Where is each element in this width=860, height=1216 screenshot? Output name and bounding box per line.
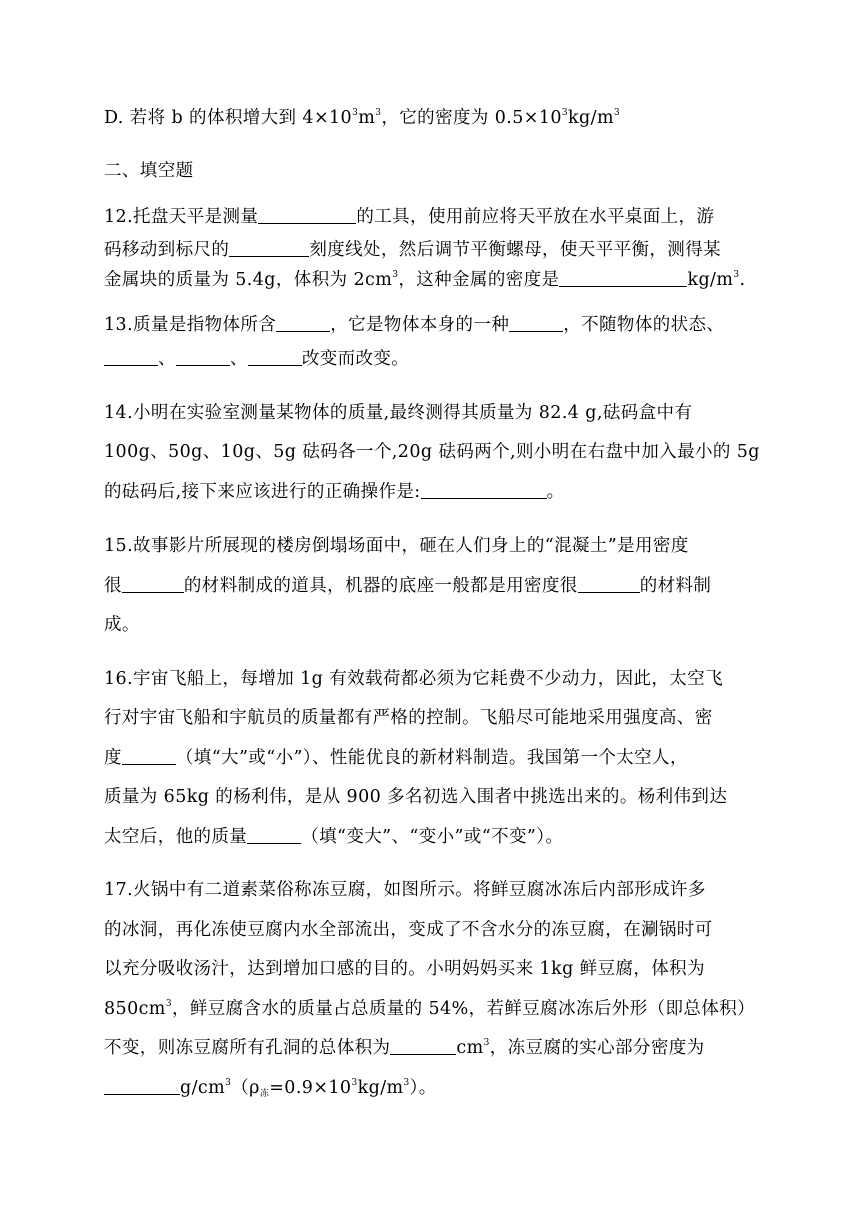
answer-blank[interactable]: [229, 255, 309, 257]
q13-line-1: [104, 317, 724, 335]
q14-line-2: 100g、50g、10g、5g 砝码各一个,20g 砝码两个,则小明在右盘中加入最小的 5g: [104, 442, 760, 462]
text: 太空后，他的质量: [104, 827, 248, 847]
text: cm: [456, 1038, 484, 1058]
text: .: [739, 270, 746, 290]
text: 的材料制: [639, 576, 712, 596]
answer-blank[interactable]: [578, 591, 640, 593]
q16-line-4: 质量为 65kg 的杨利伟，是从 900 多名初选入围者中挑选出来的。杨利伟到达: [104, 787, 728, 807]
q15-line-3: 成。: [104, 615, 140, 635]
text: D. 若将 b 的体积增大到 4×10: [104, 108, 353, 128]
superscript: 3: [392, 270, 399, 280]
answer-blank[interactable]: [421, 497, 547, 499]
q14-line-1: 14.小明在实验室测量某物体的质量,最终测得其质量为 82.4 g,砝码盒中有: [104, 403, 693, 423]
q17-line-2: 的冰洞，再化冻使豆腐内水全部流出，变成了不含水分的冻豆腐，在涮锅时可: [104, 920, 713, 940]
answer-blank[interactable]: [258, 222, 356, 224]
text: ，冻豆腐的实心部分密度为: [489, 1038, 705, 1058]
text: ）。: [409, 1078, 437, 1098]
q12-line-1: [104, 209, 714, 227]
q13-line-2: [104, 351, 409, 369]
superscript: 3: [561, 108, 569, 118]
text: （ρ: [231, 1078, 260, 1098]
text: 的工具，使用前应将天平放在水平桌面上，游: [356, 207, 715, 227]
text: kg/m: [687, 270, 734, 290]
q17-line-5: [104, 1040, 705, 1058]
text: 金属块的质量为 5.4g，体积为 2cm: [104, 270, 393, 290]
text: 。: [546, 482, 565, 502]
text: ，不随物体的状态、: [563, 315, 725, 335]
text: 度: [104, 748, 122, 768]
text: 850cm: [104, 999, 166, 1019]
text: kg/m: [568, 108, 614, 128]
q17-line-6: [104, 1080, 437, 1098]
answer-blank[interactable]: [247, 842, 301, 844]
text: m: [358, 108, 376, 128]
superscript: 3: [613, 108, 621, 118]
answer-blank[interactable]: [122, 763, 176, 765]
answer-blank[interactable]: [248, 364, 302, 366]
text: ，这种金属的密度是: [398, 270, 560, 290]
text: 改变而改变。: [301, 349, 410, 369]
text: ，它的密度为 0.5×10: [381, 108, 562, 128]
q16-line-3: [104, 750, 688, 768]
text: =0.9×10: [269, 1078, 352, 1098]
superscript: 3: [352, 108, 359, 118]
answer-blank[interactable]: [559, 285, 687, 287]
q16-line-2: 行对宇宙飞船和宇航员的质量都有严格的控制。飞船尽可能地采用强度高、密: [104, 708, 713, 728]
q12-line-3: [104, 272, 745, 290]
text: 、: [229, 349, 248, 369]
text: g/cm: [180, 1078, 226, 1098]
answer-blank[interactable]: [509, 330, 563, 332]
answer-blank[interactable]: [104, 364, 158, 366]
q16-line-1: 16.宇宙飞船上，每增加 1g 有效载荷都必须为它耗费不少动力，因此，太空飞: [104, 669, 723, 689]
text: 的材料制成的道具，机器的底座一般都是用密度很: [183, 576, 578, 596]
text: ，鲜豆腐含水的质量占总质量的 54%，若鲜豆腐冰冻后外形（即总体积）: [171, 999, 756, 1019]
text: （填“大”或“小”）、性能优良的新材料制造。我国第一个太空人，: [175, 748, 688, 768]
superscript: 3: [351, 1078, 358, 1088]
q16-line-5: [104, 829, 563, 847]
section-title: 二、填空题: [104, 161, 194, 181]
answer-blank[interactable]: [104, 1093, 180, 1095]
text: ，它是物体本身的一种: [330, 315, 510, 335]
superscript: 3: [483, 1038, 490, 1048]
text: 码移动到标尺的: [104, 240, 230, 260]
answer-blank[interactable]: [176, 364, 230, 366]
q17-line-1: 17.火锅中有二道素菜俗称冻豆腐，如图所示。将鲜豆腐冰冻后内部形成许多: [104, 880, 706, 900]
text: 不变，则冻豆腐所有孔洞的总体积为: [104, 1038, 391, 1058]
text: kg/m: [357, 1078, 404, 1098]
answer-blank[interactable]: [276, 330, 330, 332]
text: 刻度线处，然后调节平衡螺母，使天平平衡，测得某: [309, 240, 722, 260]
text: （填“变大”、“变小”或“不变”）。: [301, 827, 564, 847]
option-d-line: [104, 110, 620, 128]
q17-line-4: [104, 1001, 755, 1019]
text: 很: [104, 576, 122, 596]
q14-line-3: [104, 484, 564, 502]
text: 12.托盘天平是测量: [104, 207, 259, 227]
q12-line-2: [104, 242, 721, 260]
superscript: 3: [733, 270, 740, 280]
superscript: 3: [225, 1078, 232, 1088]
text: 、: [158, 349, 176, 369]
superscript: 3: [375, 108, 382, 118]
subscript: 冻: [259, 1089, 270, 1099]
q15-line-2: [104, 578, 711, 596]
q15-line-1: 15.故事影片所展现的楼房倒塌场面中，砸在人们身上的“混凝土”是用密度: [104, 536, 689, 556]
superscript: 3: [165, 999, 172, 1009]
text: 的砝码后,接下来应该进行的正确操作是:: [104, 482, 421, 502]
answer-blank[interactable]: [390, 1053, 456, 1055]
answer-blank[interactable]: [122, 591, 184, 593]
q17-line-3: 以充分吸收汤汁，达到增加口感的目的。小明妈妈买来 1kg 鲜豆腐，体积为: [104, 959, 705, 979]
superscript: 3: [403, 1078, 410, 1088]
text: 13.质量是指物体所含: [104, 315, 277, 335]
